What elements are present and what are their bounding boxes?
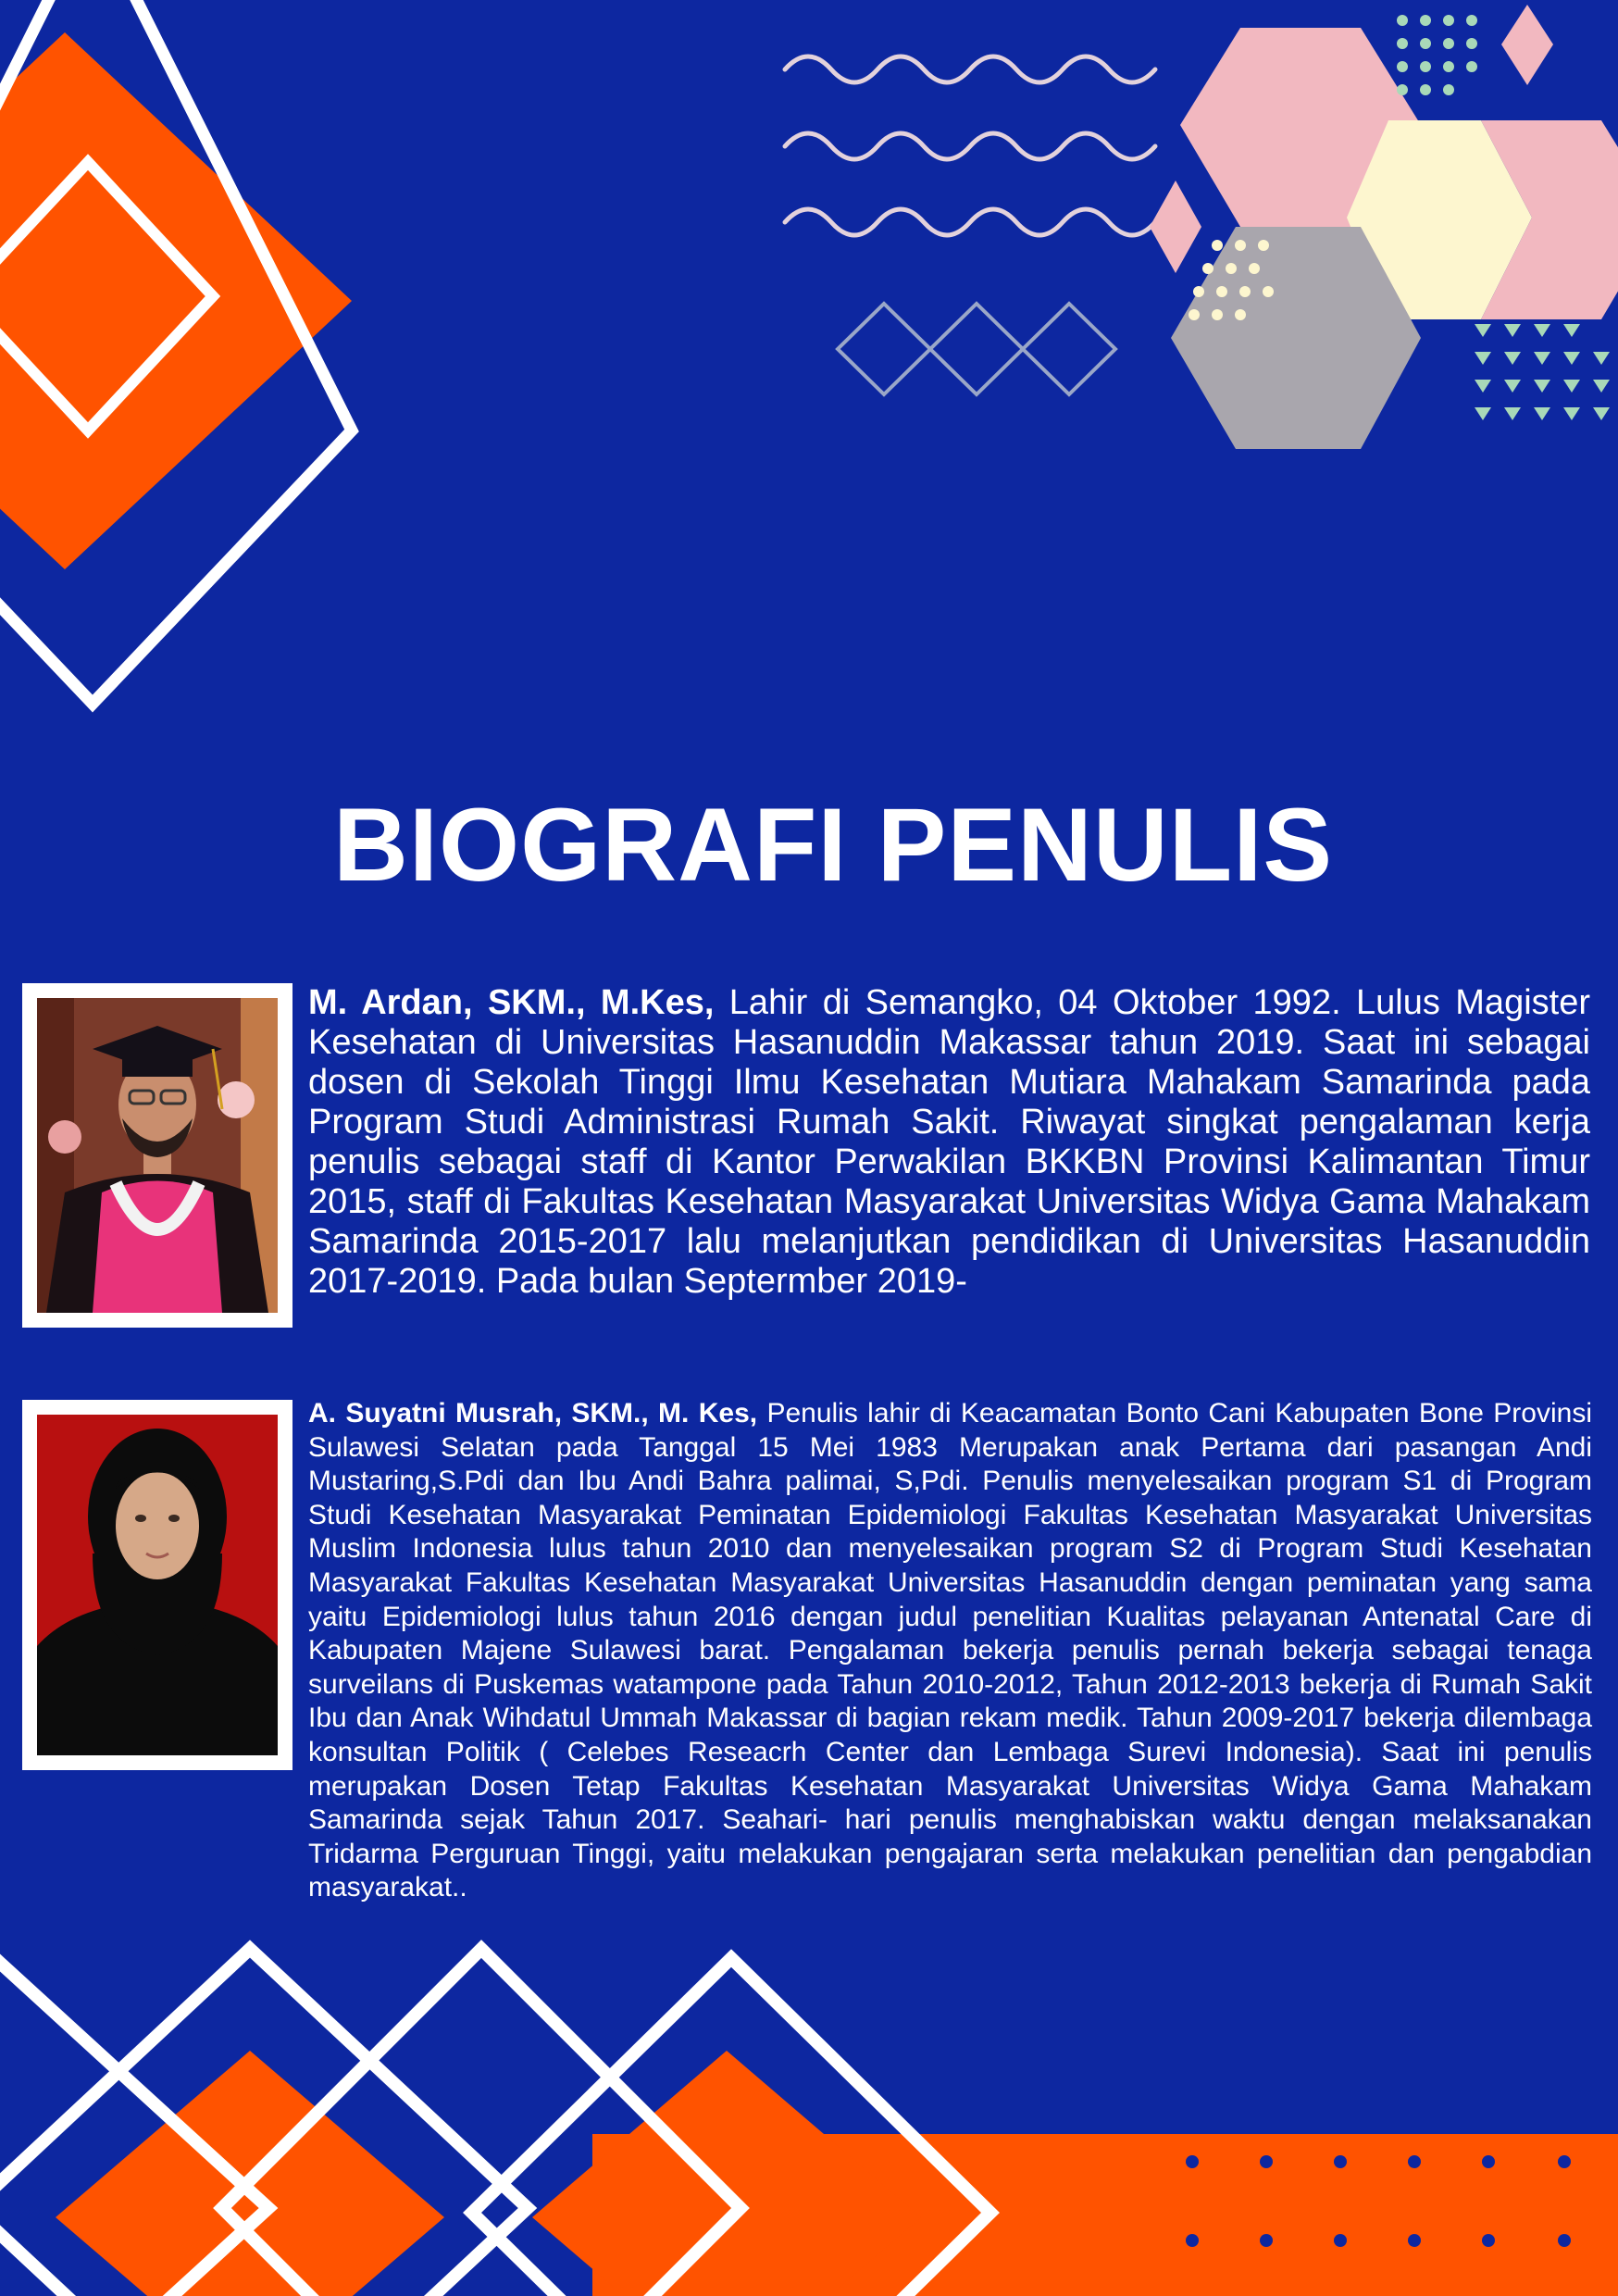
hexagons (1171, 28, 1618, 449)
outlined-diamonds (838, 304, 1115, 394)
author-portrait-graduation (37, 998, 278, 1313)
author-bio-text-2: Penulis lahir di Keacamatan Bonto Cani Kabupaten Bone Provinsi Sulawesi Selatan pada Tanggal 15 Mei 1983 Merupakan anak Pertama dari pasangan Andi Mustaring,S.Pdi dan Ibu Andi Bahra palimai, S,Pdi. Penulis menyelesaikan program S1 di Program Studi Kesehatan Masyarakat Peminatan Epidemiologi Fakultas Kesehatan Masyarakat Universitas Muslim Indonesia lulus tahun 2010 dan menyelesaikan program S2 di Program Studi Kesehatan Masyarakat Fakultas Kesehatan Masyarakat Universitas Hasanuddin dengan peminatan yang sama yaitu Epidemiologi lulus tahun 2016 dengan judul penelitian Kualitas pelayanan Antenatal Care di Kabupaten Majene Sulawesi barat. Pengalaman bekerja penulis pernah bekerja sebagai tenaga surveilans di Puskemas watampone pada Tahun 2010-2012, Tahun 2012-2013 bekerja di Rumah Sakit Ibu dan Anak Wihdatul Ummah Makassar di bagian rekam medik. Tahun 2009-2017 bekerja dilembaga konsultan Politik ( Celebes Reseacrh Center dan Lembaga Surevi Indonesia). Saat ini penulis merupakan Dosen Tetap Fakultas Kesehatan Masyarakat Universitas Widya Gama Mahakam Samarinda sejak Tahun 2017. Seahari- hari penulis menghabiskan waktu dengan melaksanakan Tridarma Perguruan Tinggi, yaitu melakukan pengajaran serta melakukan penelitian dan pengabdian masyarakat.. (308, 1398, 1592, 1903)
page-title: BIOGRAFI PENULIS (332, 787, 1334, 903)
author-photo-2 (22, 1400, 292, 1770)
author-bio-1 (308, 983, 1590, 1302)
wave-lines (785, 56, 1155, 235)
triangle-grid (1475, 324, 1610, 420)
author-bio-2 (308, 1397, 1592, 1905)
author-name-2: A. Suyatni Musrah, SKM., M. Kes, (308, 1398, 758, 1429)
author-portrait-hijab (37, 1415, 278, 1755)
mint-dot-grid (1397, 15, 1477, 95)
bottom-decoration (0, 1949, 1618, 2296)
author-name-1: M. Ardan, SKM., M.Kes, (308, 983, 715, 1022)
top-left-diamonds (0, 0, 352, 704)
pink-diamond-small (1501, 5, 1553, 85)
author-bio-text-1: Lahir di Semangko, 04 Oktober 1992. Lulus Magister Kesehatan di Universitas Hasanuddin Makassar tahun 2019. Saat ini sebagai dosen di Sekolah Tinggi Ilmu Kesehatan Mutiara Mahakam Samarinda pada Program Studi Administrasi Rumah Sakit. Riwayat singkat pengalaman kerja penulis sebagai staff di Kantor Perwakilan BKKBN Provinsi Kalimantan Timur 2015, staff di Fakultas Kesehatan Masyarakat Universitas Widya Gama Mahakam Samarinda 2015-2017 lalu melanjutkan pendidikan di Universitas Hasanuddin 2017-2019. Pada bulan Septermber 2019- (308, 983, 1590, 1301)
pink-diamond-small-2 (1150, 181, 1201, 273)
author-photo-1 (22, 983, 292, 1328)
